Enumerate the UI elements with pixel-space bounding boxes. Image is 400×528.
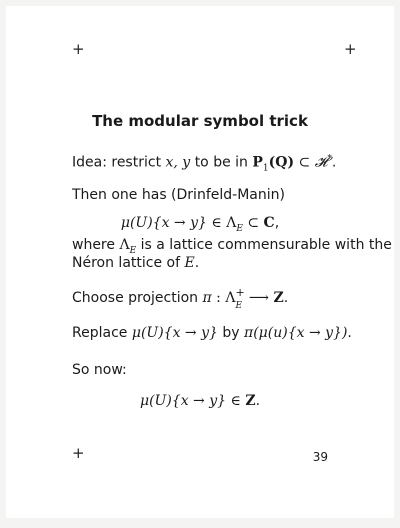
lambda-sup-sub	[235, 286, 245, 311]
rationals-symbol: (Q)	[268, 154, 295, 171]
integers-symbol: Z	[273, 290, 284, 306]
slide-title: The modular symbol trick	[92, 112, 308, 130]
equation-1-comma: ,	[274, 215, 280, 231]
where-period: .	[194, 255, 200, 271]
drinfeld-manin-line: Then one has (Drinfeld-Manin)	[72, 187, 285, 203]
lambda-subscript: E	[129, 245, 137, 256]
idea-line	[72, 150, 336, 177]
so-now-line: So now:	[72, 362, 127, 378]
by-word: by	[222, 325, 240, 341]
pi-symbol: π	[202, 290, 212, 306]
choose-period: .	[283, 290, 289, 306]
upper-half-plane-symbol: 𝓗	[314, 154, 328, 171]
crop-mark-top-right: +	[344, 40, 357, 58]
equation-2	[6, 392, 394, 410]
where-line-2	[72, 254, 199, 272]
lambda-symbol: Λ	[225, 290, 236, 306]
replace-line	[72, 324, 352, 342]
replace-word: Replace	[72, 325, 128, 341]
subset-symbol: ⊂	[247, 215, 260, 231]
equation-2-period: .	[255, 393, 261, 409]
choose-projection-line	[72, 286, 289, 311]
curve-symbol: E	[184, 255, 195, 271]
element-of-symbol: ∈	[230, 393, 241, 409]
replace-expression-1: μ(U){x → y}	[131, 325, 218, 341]
lambda-symbol: Λ	[119, 237, 130, 253]
where-text: is a lattice commensurable with the	[140, 237, 392, 253]
page-number: 39	[312, 450, 328, 464]
slide-page	[6, 6, 394, 518]
lambda-subscript: E	[236, 223, 243, 234]
projective-line-subscript: 1	[262, 163, 269, 174]
lambda-subscript: E	[235, 301, 243, 311]
neron-text: Néron lattice of	[72, 255, 181, 271]
complex-numbers-symbol: C	[263, 215, 275, 231]
crop-mark-bottom-left: +	[72, 444, 85, 462]
long-arrow-symbol: ⟶	[248, 290, 269, 306]
replace-period: .	[347, 325, 352, 341]
equation-2-lhs: μ(U){x → y}	[139, 393, 227, 409]
idea-text: Idea: restrict	[72, 154, 162, 171]
idea-vars: x, y	[165, 154, 191, 171]
choose-text: Choose projection	[72, 290, 199, 306]
where-word: where	[72, 237, 115, 253]
integers-symbol: Z	[245, 393, 256, 409]
colon-symbol: :	[216, 290, 221, 306]
projective-line-symbol: P	[252, 154, 263, 171]
crop-mark-top-left: +	[72, 40, 85, 58]
replace-expression-2: π(μ(u){x → y})	[244, 325, 348, 341]
upper-half-plane-star: *	[327, 154, 332, 164]
element-of-symbol: ∈	[211, 215, 222, 231]
equation-1	[6, 214, 394, 238]
subset-symbol: ⊂	[298, 154, 311, 171]
lambda-superscript: +	[235, 286, 245, 299]
idea-period: .	[331, 154, 337, 171]
idea-mid: to be in	[194, 154, 248, 171]
lambda-symbol: Λ	[226, 215, 237, 231]
equation-1-lhs: μ(U){x → y}	[120, 215, 207, 231]
